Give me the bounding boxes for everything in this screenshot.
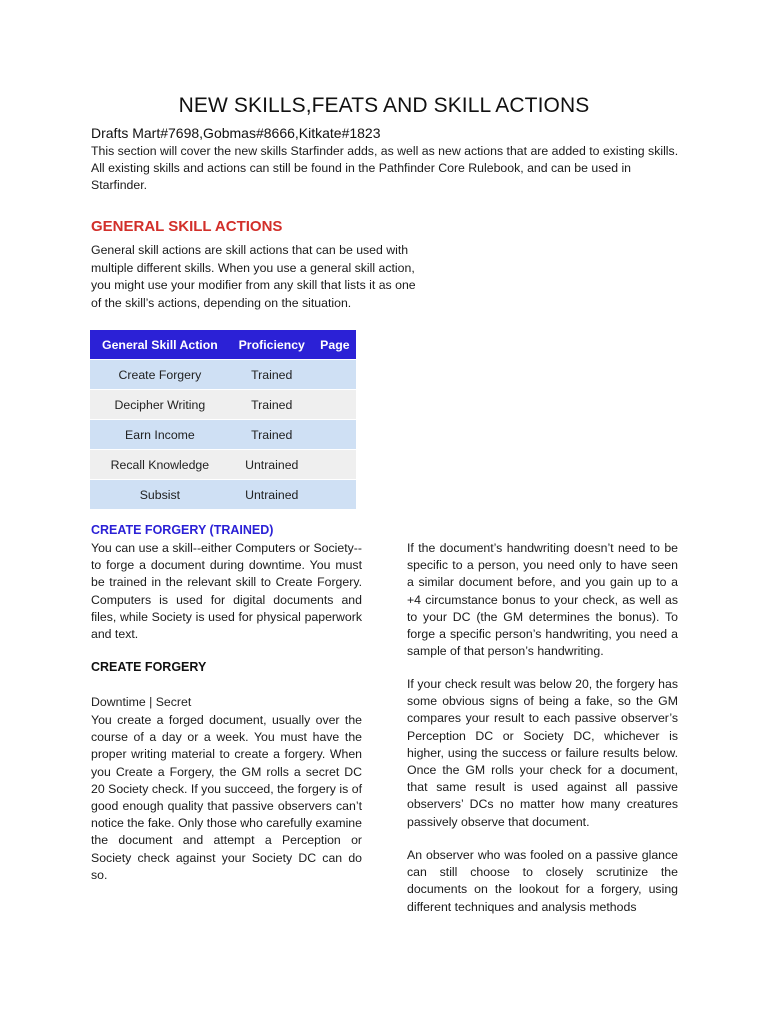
- check-result-paragraph: If your check result was below 20, the forgery has some obvious signs of being a fake, so the GM compares your result to each passive observer’s Perception DC or Society DC, whichever is higher, using the success or failure results below. Once the GM rolls your check for a document, that same result is used against all passive observers’ DCs no matter how many creatures passively observe that document.: [407, 677, 678, 829]
- create-forgery-traits: Downtime | Secret: [91, 695, 192, 709]
- table-row: [90, 420, 356, 450]
- create-forgery-paragraph: You create a forged document, usually over the course of a day or a week. You must have the proper writing material to create a forgery. When you Create a Forgery, the GM rolls a secret DC 20 Society check. If you succeed, the forgery is of good enough quality that passive observers can’t notice the fake. Only those who carefully examine the document and attempt a Perception or Society check against your Society DC can do so.: [91, 713, 362, 882]
- general-skill-actions-heading: GENERAL SKILL ACTIONS: [91, 218, 283, 235]
- table-header-page: Page: [314, 330, 356, 360]
- table-cell-page: [314, 480, 356, 510]
- general-skill-action-table: [90, 330, 356, 509]
- table-row: [90, 390, 356, 420]
- table-cell-proficiency: Untrained: [230, 480, 314, 510]
- table-row: [90, 360, 356, 390]
- table-cell-action: Create Forgery: [90, 360, 230, 390]
- table-cell-action: Subsist: [90, 480, 230, 510]
- create-forgery-heading: CREATE FORGERY: [91, 660, 207, 674]
- observer-paragraph: An observer who was fooled on a passive glance can still choose to closely scrutinize the documents on the lookout for a forgery, using different techniques and analysis methods: [407, 848, 678, 914]
- table-header-proficiency: Proficiency: [230, 330, 314, 360]
- table-cell-action: Decipher Writing: [90, 390, 230, 420]
- table-cell-page: [314, 390, 356, 420]
- table-cell-proficiency: Trained: [230, 390, 314, 420]
- table-row: [90, 450, 356, 480]
- create-forgery-trained-heading: CREATE FORGERY (TRAINED): [91, 523, 274, 537]
- table-cell-proficiency: Trained: [230, 360, 314, 390]
- table-cell-page: [314, 360, 356, 390]
- table-cell-page: [314, 420, 356, 450]
- handwriting-paragraph: If the document’s handwriting doesn’t need to be specific to a person, you need only to have seen a similar document before, and you gain up to a +4 circumstance bonus to your check, as well as to your DC (the GM determines the bonus). To forge a specific person’s handwriting, you need a sample of that person’s handwriting.: [407, 541, 678, 659]
- author-credits: Drafts Mart#7698,Gobmas#8666,Kitkate#1823: [91, 125, 381, 141]
- table-header-action: General Skill Action: [90, 330, 230, 360]
- table-cell-proficiency: Trained: [230, 420, 314, 450]
- general-skill-actions-description: General skill actions are skill actions that can be used with multiple different skills. When you use a general skill action, you might use your modifier from any skill that lists it as one of the skill’s actions, depending on the situation.: [91, 243, 416, 310]
- create-forgery-trained-paragraph: You can use a skill--either Computers or Society--to forge a document during downtime. You must be trained in the relevant skill to Create Forgery. Computers is used for digital documents and files, while Society is used for physical paperwork and text.: [91, 541, 362, 642]
- table-header-row: [90, 330, 356, 360]
- table-cell-page: [314, 450, 356, 480]
- table-cell-proficiency: Untrained: [230, 450, 314, 480]
- table-cell-action: Recall Knowledge: [90, 450, 230, 480]
- table-cell-action: Earn Income: [90, 420, 230, 450]
- page-title: NEW SKILLS,FEATS AND SKILL ACTIONS: [178, 94, 590, 117]
- intro-paragraph: This section will cover the new skills Starfinder adds, as well as new actions that are added to existing skills. All existing skills and actions can still be found in the Pathfinder Core Rulebook, and can be used in Starfinder.: [91, 144, 679, 192]
- table-row: [90, 480, 356, 510]
